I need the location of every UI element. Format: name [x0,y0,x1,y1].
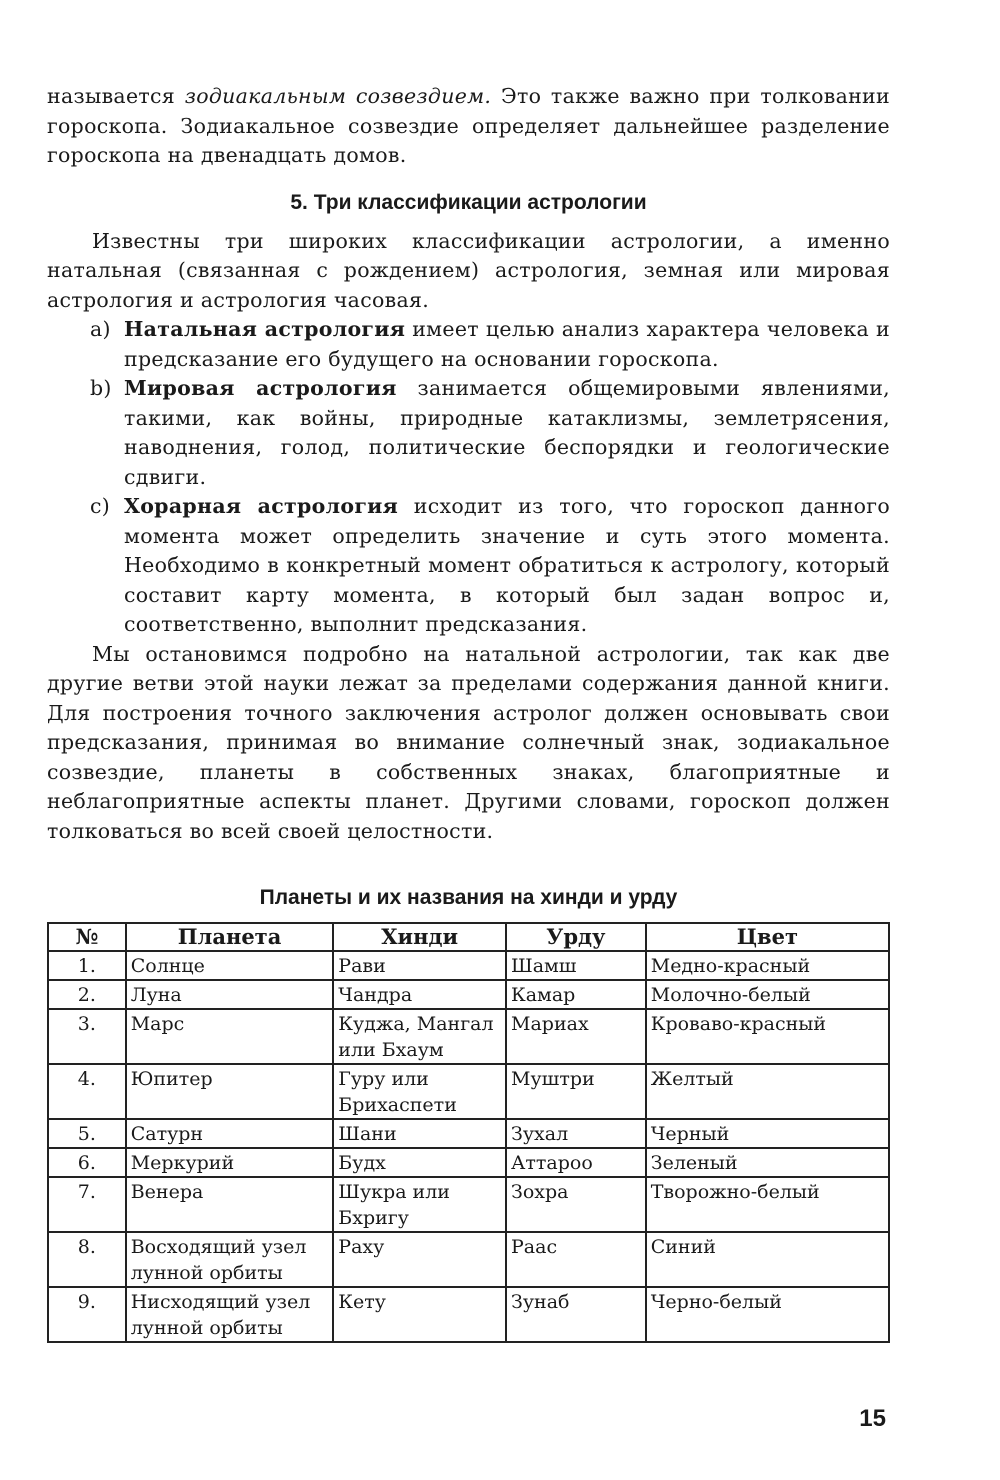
table-row [48,1232,889,1287]
cell-urdu: Камар [506,980,646,1009]
list-marker: c) [90,494,111,518]
classification-list [47,315,890,640]
cell-color: Молочно-белый [646,980,889,1009]
cell-number: 5. [48,1119,126,1148]
header-color: Цвет [646,923,889,951]
list-item [47,374,890,492]
cell-planet: Солнце [126,951,334,980]
cell-hindi: Чандра [333,980,506,1009]
list-text: исходит из того, что гороскоп данного момента может определить значение и суть этого момента. Необходимо в конкретный момент обратиться к астрологу, который составит карту момента, в который был задан вопрос и, соответственно, выполнит предсказания. [124,494,890,636]
cell-planet: Меркурий [126,1148,334,1177]
cell-hindi: Будх [333,1148,506,1177]
table-row [48,1119,889,1148]
cell-color: Творожно-белый [646,1177,889,1232]
list-marker: b) [90,376,112,400]
cell-urdu: Зунаб [506,1287,646,1342]
cell-color: Желтый [646,1064,889,1119]
cell-planet: Нисходящий узел лунной орбиты [126,1287,334,1342]
intro-italic-term: зодиакальным созвездием. [184,84,492,108]
cell-planet: Венера [126,1177,334,1232]
section-intro: Известны три широких классификации астрологии, а именно натальная (связанная с рождением) астрология, земная или мировая астрология и астрология часовая. [47,228,890,312]
table-row [48,1148,889,1177]
cell-number: 2. [48,980,126,1009]
cell-urdu: Аттароо [506,1148,646,1177]
cell-urdu: Зухал [506,1119,646,1148]
intro-text-start: называется [47,84,185,108]
cell-hindi: Шани [333,1119,506,1148]
table-row [48,1177,889,1232]
cell-color: Зеленый [646,1148,889,1177]
cell-number: 7. [48,1177,126,1232]
cell-color: Синий [646,1232,889,1287]
table-row [48,980,889,1009]
table-row [48,1064,889,1119]
header-planet: Планета [126,923,334,951]
list-marker: a) [90,317,111,341]
cell-urdu: Мариах [506,1009,646,1064]
cell-number: 9. [48,1287,126,1342]
list-term: Хорарная астрология [124,494,399,518]
cell-planet: Юпитер [126,1064,334,1119]
cell-urdu: Зохра [506,1177,646,1232]
cell-planet: Луна [126,980,334,1009]
planets-table [47,922,890,1343]
cell-color: Кроваво-красный [646,1009,889,1064]
cell-urdu: Шамш [506,951,646,980]
cell-color: Черный [646,1119,889,1148]
conclusion-paragraph: Мы остановимся подробно на натальной астрологии, так как две другие ветви этой науки лежат за пределами содержания данной книги. Для построения точного заключения астролог должен основывать свои предсказания, принимая во внимание солнечный знак, зодиакальное созвездие, планеты в собственных знаках, благоприятные и неблагоприятные аспекты планет. Другими словами, гороскоп должен толковаться во всей своей целостности. [47,641,890,843]
cell-hindi: Шукра или Бхригу [333,1177,506,1232]
cell-urdu: Муштри [506,1064,646,1119]
section-heading: 5. Три классификации астрологии [290,190,647,214]
cell-hindi: Гуру или Брихаспети [333,1064,506,1119]
intro-paragraph [47,82,890,171]
cell-number: 8. [48,1232,126,1287]
header-number: № [48,923,126,951]
list-text: занимается общемировыми явлениями, такими, как войны, природные катаклизмы, землетрясения, наводнения, голод, политические беспорядки и геологические сдвиги. [124,376,890,489]
cell-hindi: Кету [333,1287,506,1342]
header-hindi: Хинди [333,923,506,951]
cell-number: 1. [48,951,126,980]
spacer [47,846,890,886]
table-row [48,951,889,980]
cell-planet: Сатурн [126,1119,334,1148]
cell-color: Черно-белый [646,1287,889,1342]
cell-planet: Марс [126,1009,334,1064]
table-row [48,1009,889,1064]
table-header-row [48,923,889,951]
cell-hindi: Раху [333,1232,506,1287]
list-item [47,315,890,374]
cell-number: 4. [48,1064,126,1119]
cell-urdu: Раас [506,1232,646,1287]
table-title: Планеты и их названия на хинди и урду [259,886,678,909]
cell-hindi: Рави [333,951,506,980]
page-content [47,82,890,1343]
page-number: 15 [859,1405,886,1432]
cell-hindi: Куджа, Мангал или Бхаум [333,1009,506,1064]
header-urdu: Урду [506,923,646,951]
list-term: Мировая астрология [124,376,397,400]
list-term: Натальная астрология [124,317,406,341]
list-text: имеет целью анализ характера человека и предсказание его будущего на основании гороскопа. [124,317,890,371]
table-row [48,1287,889,1342]
cell-planet: Восходящий узел лунной орбиты [126,1232,334,1287]
cell-color: Медно-красный [646,951,889,980]
intro-text-end: Это также важно при толковании гороскопа. Зодиакальное созвездие определяет дальнейшее разделение гороскопа на двенадцать домов. [47,84,890,167]
cell-number: 3. [48,1009,126,1064]
list-item [47,492,890,640]
cell-number: 6. [48,1148,126,1177]
